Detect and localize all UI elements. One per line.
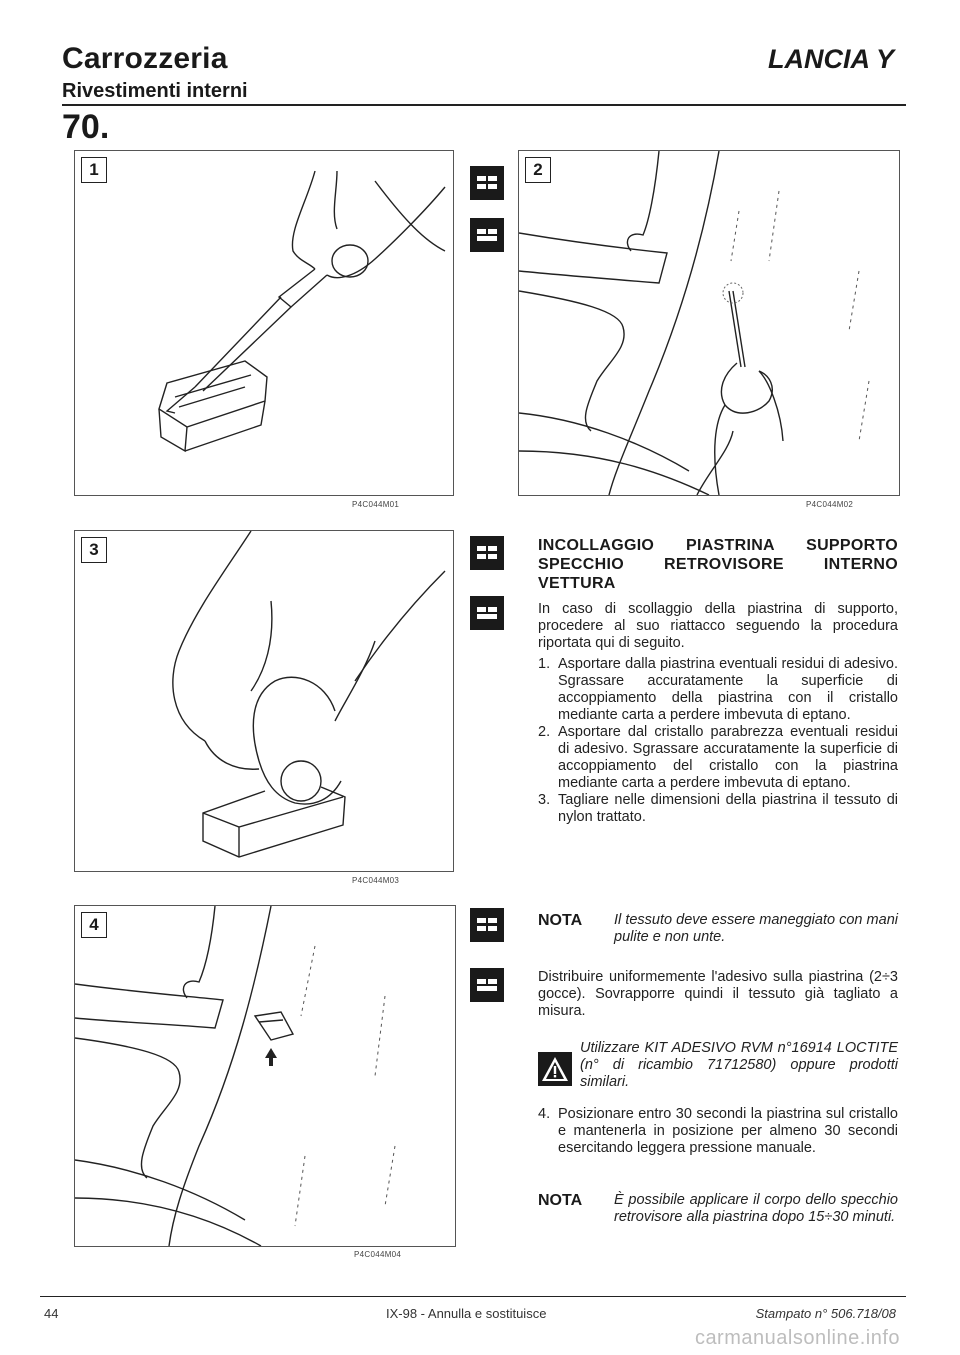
step-number: 2. bbox=[538, 724, 551, 740]
warning-text: Utilizzare KIT ADESIVO RVM n°16914 LOCTITE (n° di ricambio 71712580) oppure prodotti similari. bbox=[580, 1040, 898, 1090]
distribute-paragraph: Distribuire uniformemente l'adesivo sulla piastrina (2÷3 gocce). Sovrapporre quindi il tessuto già tagliato a misura. bbox=[538, 969, 898, 1019]
step-text: Asportare dal cristallo parabrezza eventuali residui di adesivo. Sgrassare accuratamente la superficie di accoppiamento del cristallo con la piastrina mediante carta a perdere imbevuta di eptano. bbox=[558, 724, 898, 791]
nota-label: NOTA bbox=[538, 912, 583, 929]
step-4 bbox=[538, 1106, 898, 1157]
figure-4-illustration bbox=[75, 906, 455, 1246]
procedure-steps bbox=[538, 656, 898, 826]
intro-paragraph: In caso di scollaggio della piastrina di supporto, procedere al suo riattacco seguendo la procedura riportata qui di seguito. bbox=[538, 601, 898, 651]
figure-2-illustration bbox=[519, 151, 899, 495]
nota-text: Il tessuto deve essere maneggiato con mani pulite e non unte. bbox=[614, 912, 898, 945]
list-item bbox=[538, 724, 898, 792]
warning-triangle-icon bbox=[538, 1052, 580, 1086]
title-line: SPECCHIO RETROVISORE INTERNO bbox=[538, 556, 898, 573]
nota-text: È possibile applicare il corpo dello specchio retrovisore alla piastrina dopo 15÷30 minuti. bbox=[614, 1192, 898, 1225]
figure-3-illustration bbox=[75, 531, 453, 871]
title-line: INCOLLAGGIO PIASTRINA SUPPORTO bbox=[538, 537, 898, 554]
workshop-icon bbox=[470, 218, 504, 252]
workshop-icon bbox=[470, 596, 504, 630]
figure-number: 4 bbox=[81, 912, 107, 938]
title-line: VETTURA bbox=[538, 575, 616, 592]
step-text: Tagliare nelle dimensioni della piastrina il tessuto di nylon trattato. bbox=[558, 792, 898, 825]
nota-1 bbox=[538, 912, 898, 946]
page-section-number: 70. bbox=[62, 108, 110, 146]
figure-code: P4C044M02 bbox=[806, 500, 854, 509]
figure-code: P4C044M03 bbox=[352, 876, 400, 885]
figure-code: P4C044M01 bbox=[352, 500, 400, 509]
step-number: 4. bbox=[538, 1106, 551, 1122]
subsection-title: Rivestimenti interni bbox=[62, 80, 248, 102]
footer-page-number: 44 bbox=[44, 1306, 59, 1321]
nota-label: NOTA bbox=[538, 1192, 583, 1209]
step-text: Asportare dalla piastrina eventuali residui di adesivo. Sgrassare accuratamente la superficie di accoppiamento della piastrina con il cristallo mediante carta a perdere imbevuta di eptano. bbox=[558, 656, 898, 723]
section-title: Carrozzeria bbox=[62, 42, 228, 75]
figure-number: 3 bbox=[81, 537, 107, 563]
step-number: 3. bbox=[538, 792, 551, 808]
list-item bbox=[538, 792, 898, 826]
step-text: Posizionare entro 30 secondi la piastrina sul cristallo e mantenerla in posizione per almeno 30 secondi esercitando leggera pressione manuale. bbox=[558, 1106, 898, 1156]
watermark: carmanualsonline.info bbox=[694, 1327, 900, 1349]
list-item bbox=[538, 656, 898, 724]
figure-number: 2 bbox=[525, 157, 551, 183]
figure-1-illustration bbox=[75, 151, 453, 495]
figure-1 bbox=[74, 150, 454, 496]
step-number: 1. bbox=[538, 656, 551, 672]
figure-3 bbox=[74, 530, 454, 872]
figure-number: 1 bbox=[81, 157, 107, 183]
workshop-icon bbox=[470, 908, 504, 942]
header-rule bbox=[62, 104, 906, 106]
workshop-icon bbox=[470, 968, 504, 1002]
footer-edition: IX-98 - Annulla e sostituisce bbox=[386, 1306, 547, 1321]
figure-4 bbox=[74, 905, 456, 1247]
brand-label: LANCIA Y bbox=[767, 44, 894, 74]
figure-code: P4C044M04 bbox=[354, 1250, 402, 1259]
footer-printed: Stampato n° 506.718/08 bbox=[755, 1306, 896, 1321]
workshop-icon bbox=[470, 536, 504, 570]
figure-2 bbox=[518, 150, 900, 496]
footer-rule bbox=[40, 1296, 906, 1297]
procedure-title bbox=[538, 536, 898, 593]
nota-2 bbox=[538, 1192, 898, 1226]
warning-box bbox=[538, 1040, 898, 1091]
workshop-icon bbox=[470, 166, 504, 200]
